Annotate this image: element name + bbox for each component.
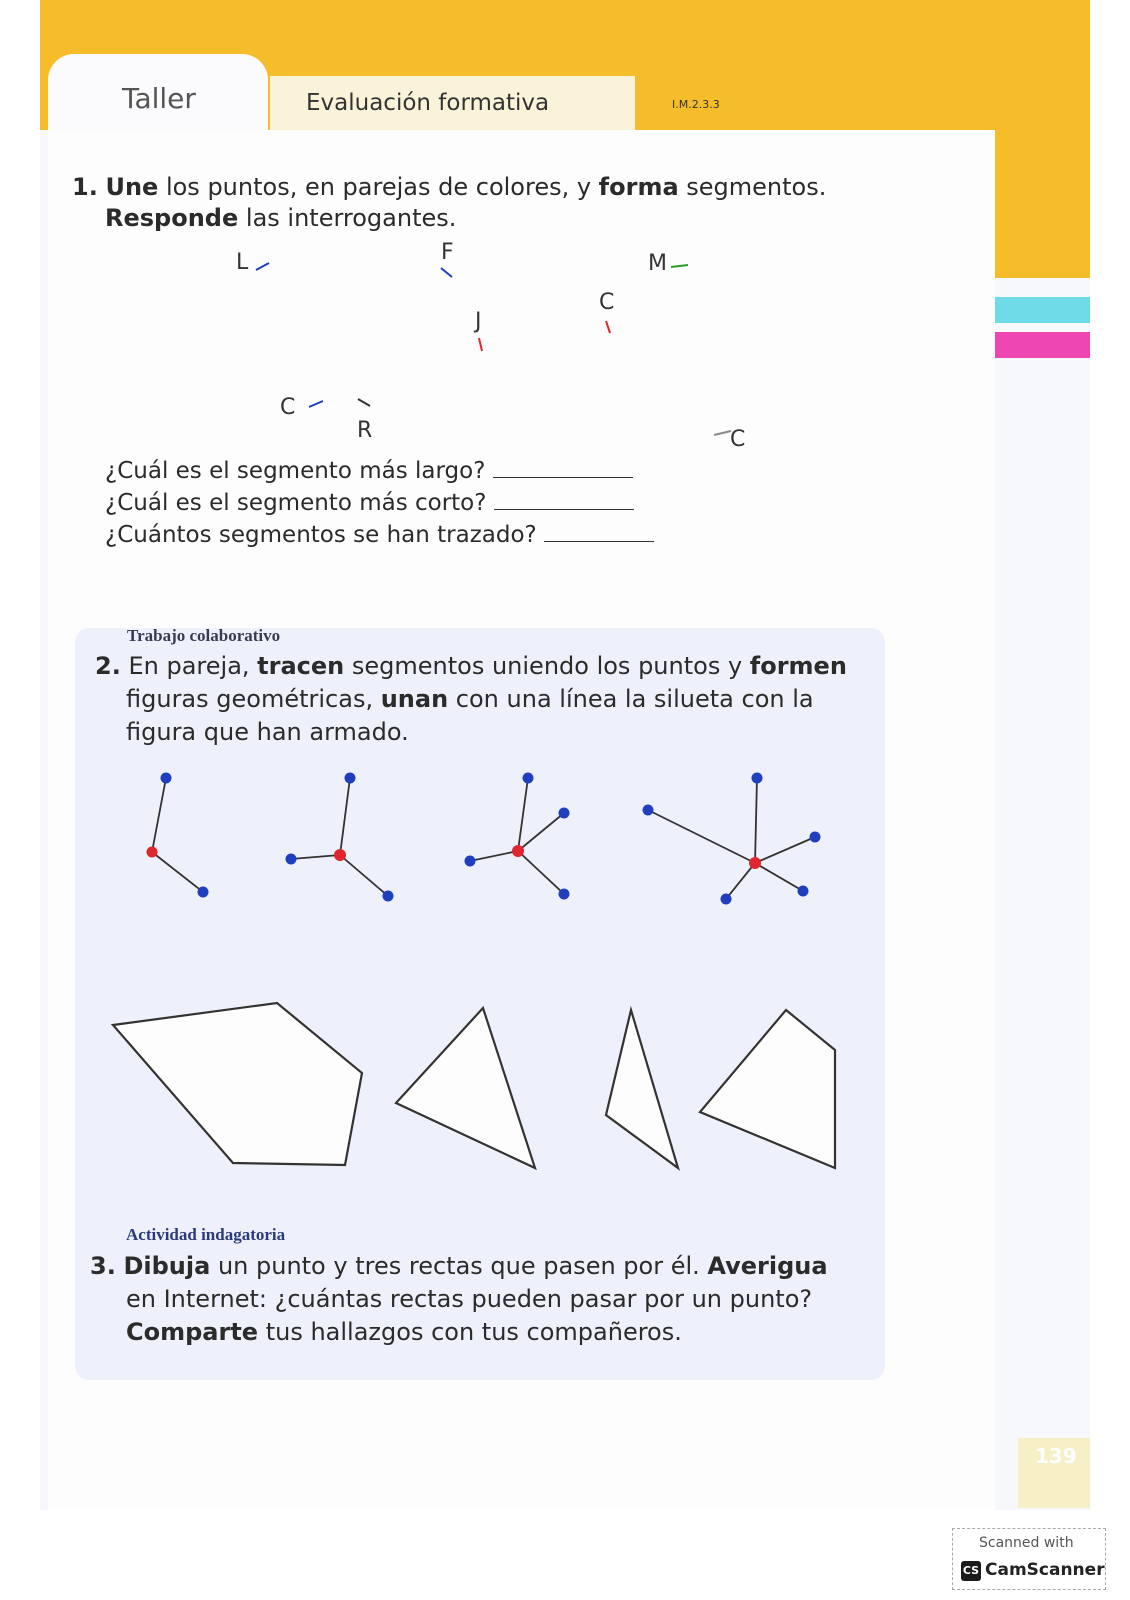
tab-taller-label: Taller bbox=[122, 82, 196, 115]
silhouette-triangle[interactable] bbox=[396, 1008, 535, 1168]
blue-dot[interactable] bbox=[798, 886, 809, 897]
q2-text-2: segmentos uniendo los puntos y bbox=[344, 652, 750, 680]
blue-dot[interactable] bbox=[752, 773, 763, 784]
blue-dot[interactable] bbox=[465, 856, 476, 867]
point-label-L: L bbox=[236, 250, 249, 275]
segment-figure-3 bbox=[465, 773, 570, 900]
question-2-number: 2. bbox=[95, 652, 121, 680]
red-dot[interactable] bbox=[512, 845, 524, 857]
point-label-M: M bbox=[648, 251, 667, 276]
question-3-number: 3. bbox=[90, 1252, 116, 1280]
q2-text-3: figuras geométricas, bbox=[126, 685, 381, 713]
q1-bold-responde: Responde bbox=[105, 204, 239, 232]
blue-dot[interactable] bbox=[559, 808, 570, 819]
segment-figure-1 bbox=[147, 773, 209, 898]
blue-dot[interactable] bbox=[383, 891, 394, 902]
q1-text-2: segmentos. bbox=[678, 173, 827, 201]
camscanner-logo-icon: CS bbox=[961, 1561, 981, 1581]
segment-figure-2 bbox=[286, 773, 394, 902]
question-3-line-3 bbox=[126, 1316, 682, 1349]
subtitle-actividad-indagatoria: Actividad indagatoria bbox=[126, 1225, 286, 1244]
question-1a-text: ¿Cuál es el segmento más largo? bbox=[105, 458, 486, 484]
point-label-J: J bbox=[475, 309, 482, 334]
blue-dot[interactable] bbox=[643, 805, 654, 816]
point-label-C-2: C bbox=[280, 395, 296, 420]
q2-bold-unan: unan bbox=[380, 685, 449, 713]
q3-text-1: un punto y tres rectas que pasen por él. bbox=[210, 1252, 708, 1280]
red-dot[interactable] bbox=[147, 847, 158, 858]
point-label-R: R bbox=[357, 418, 373, 443]
blue-dot[interactable] bbox=[559, 889, 570, 900]
red-dot[interactable] bbox=[334, 849, 346, 861]
silhouette-narrow-triangle[interactable] bbox=[606, 1010, 678, 1168]
page-number-tab bbox=[1018, 1438, 1090, 1508]
curriculum-code: I.M.2.3.3 bbox=[672, 98, 720, 111]
silhouette-pentagon[interactable] bbox=[113, 1003, 362, 1165]
point-label-C-3: C bbox=[730, 427, 746, 452]
question-2-line-3: figura que han armado. bbox=[126, 718, 409, 746]
point-label-C-1: C bbox=[599, 290, 615, 315]
q2-text-4: con una línea la silueta con la bbox=[448, 685, 814, 713]
question-3-line-2: en Internet: ¿cuántas rectas pueden pasar por un punto? bbox=[126, 1285, 813, 1313]
tab-evaluacion-label: Evaluación formativa bbox=[306, 90, 550, 116]
q1-text-1: los puntos, en parejas de colores, y bbox=[158, 173, 599, 201]
question-1c-text: ¿Cuántos segmentos se han trazado? bbox=[105, 522, 537, 548]
q2-bold-formen: formen bbox=[749, 652, 847, 680]
blue-dot[interactable] bbox=[345, 773, 356, 784]
q3-bold-dibuja: Dibuja bbox=[123, 1252, 211, 1280]
scanned-with-text: Scanned with bbox=[979, 1535, 1074, 1551]
point-label-F: F bbox=[441, 240, 454, 265]
blue-dot[interactable] bbox=[161, 773, 172, 784]
q1-text-3: las interrogantes. bbox=[238, 204, 457, 232]
q1-bold-une: Une bbox=[105, 173, 159, 201]
question-1-number: 1. bbox=[72, 173, 98, 201]
question-3-line-1 bbox=[90, 1250, 828, 1283]
q3-text-3: tus hallazgos con tus compañeros. bbox=[258, 1318, 682, 1346]
q2-text-1: En pareja, bbox=[128, 652, 258, 680]
blue-dot[interactable] bbox=[523, 773, 534, 784]
q2-bold-tracen: tracen bbox=[257, 652, 345, 680]
red-dot[interactable] bbox=[749, 857, 761, 869]
subtitle-trabajo-colaborativo: Trabajo colaborativo bbox=[127, 626, 281, 645]
q3-bold-comparte: Comparte bbox=[126, 1318, 259, 1346]
segment-figure-4 bbox=[643, 773, 821, 905]
q1-bold-forma: forma bbox=[598, 173, 679, 201]
blue-dot[interactable] bbox=[721, 894, 732, 905]
blue-dot[interactable] bbox=[810, 832, 821, 843]
blue-dot[interactable] bbox=[198, 887, 209, 898]
page-number: 139 bbox=[1035, 1444, 1077, 1468]
blue-dot[interactable] bbox=[286, 854, 297, 865]
question-1b-text: ¿Cuál es el segmento más corto? bbox=[105, 490, 487, 516]
camscanner-watermark bbox=[952, 1528, 1106, 1590]
camscanner-text: CamScanner bbox=[985, 1560, 1105, 1580]
silhouette-quadrilateral[interactable] bbox=[700, 1010, 835, 1168]
q3-bold-averigua: Averigua bbox=[707, 1252, 828, 1280]
